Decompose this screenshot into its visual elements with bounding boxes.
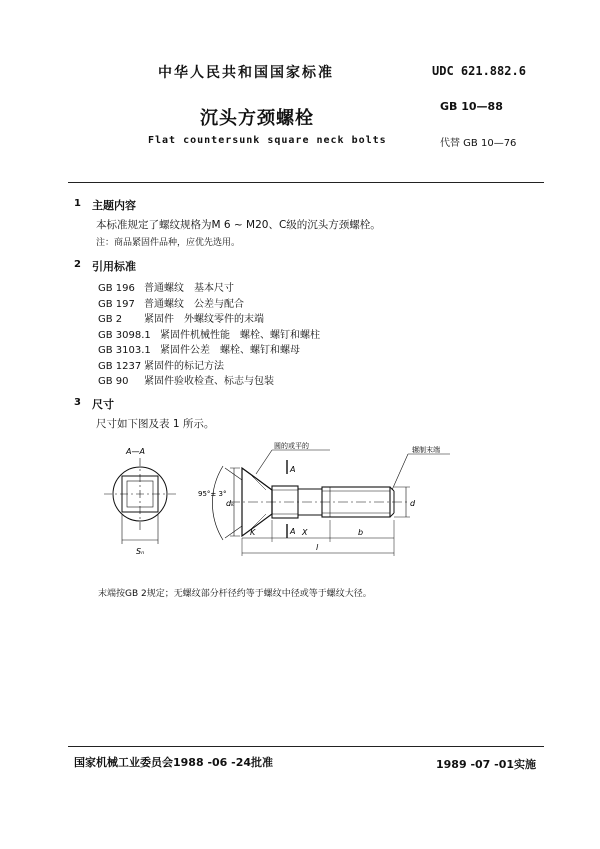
reference-item [98, 341, 300, 356]
label-b: b [358, 528, 364, 537]
section-3-title: 尺寸 [92, 398, 114, 411]
udc-code: UDC 621.882.6 [432, 64, 526, 78]
footer-divider [68, 746, 544, 747]
section-3-number: 3 [74, 397, 81, 408]
reference-title: 普通螺纹 基本尺寸 [144, 283, 234, 294]
standard-org-header: 中华人民共和国国家标准 [158, 65, 334, 81]
document-title-en: Flat countersunk square neck bolts [148, 135, 387, 146]
label-d: d [410, 499, 416, 508]
reference-item [98, 279, 234, 294]
section-1-note: 注：商品紧固件品种，应优先选用。 [96, 238, 241, 248]
label-k: K [250, 528, 256, 537]
reference-code: GB 3103.1 [98, 345, 151, 356]
label-l: l [316, 543, 319, 552]
label-angle: 95°± 3° [198, 490, 227, 498]
reference-item [98, 357, 224, 372]
reference-code: GB 1237 [98, 360, 142, 372]
label-sn: Sₙ [136, 547, 145, 556]
bolt-technical-drawing [90, 436, 470, 576]
reference-title: 紧固件机械性能 螺栓、螺钉和螺柱 [160, 329, 320, 341]
section-2-title: 引用标准 [92, 260, 136, 273]
reference-title: 紧固件 外螺纹零件的末端 [144, 314, 264, 325]
label-x: X [302, 528, 308, 537]
figure-caption: 末端按GB 2规定；无螺纹部分杆径约等于螺纹中径或等于螺纹大径。 [98, 589, 372, 599]
replaces-standard: 代替 GB 10—76 [440, 138, 517, 149]
reference-code: GB 3098.1 [98, 329, 151, 341]
reference-code: GB 197 [98, 298, 135, 310]
reference-item [98, 310, 264, 325]
label-dk: dₖ [226, 499, 235, 508]
header-divider [68, 182, 544, 183]
reference-title: 紧固件公差 螺栓、螺钉和螺母 [160, 345, 300, 356]
section-3-text: 尺寸如下图及表 1 所示。 [96, 418, 215, 430]
reference-code: GB 2 [98, 314, 123, 325]
reference-item [98, 326, 320, 341]
reference-item [98, 295, 244, 310]
label-section-aa: A—A [126, 447, 145, 456]
callout-round-or-flat: 圆的或平的 [274, 442, 309, 450]
document-title-cn: 沉头方颈螺栓 [200, 108, 314, 129]
section-1-title: 主题内容 [92, 199, 136, 212]
reference-title: 普通螺纹 公差与配合 [144, 298, 244, 310]
reference-title: 紧固件验收检查、标志与包装 [144, 376, 274, 387]
reference-code: GB 196 [98, 283, 135, 294]
section-2-number: 2 [74, 259, 81, 270]
callout-rolled-end: 辗制末端 [412, 446, 440, 454]
reference-title: 紧固件的标记方法 [144, 360, 224, 372]
label-a-top: A [290, 465, 296, 474]
reference-code: GB 90 [98, 376, 129, 387]
gb-standard-code: GB 10—88 [440, 100, 503, 113]
effective-date: 1989 -07 -01实施 [436, 758, 537, 771]
approval-date: 国家机械工业委员会1988 -06 -24批准 [74, 756, 274, 769]
label-a-bottom: A [290, 527, 296, 536]
section-1-text: 本标准规定了螺纹规格为M 6 ~ M20、C级的沉头方颈螺栓。 [96, 219, 381, 231]
section-1-number: 1 [74, 198, 81, 209]
reference-item [98, 372, 274, 387]
